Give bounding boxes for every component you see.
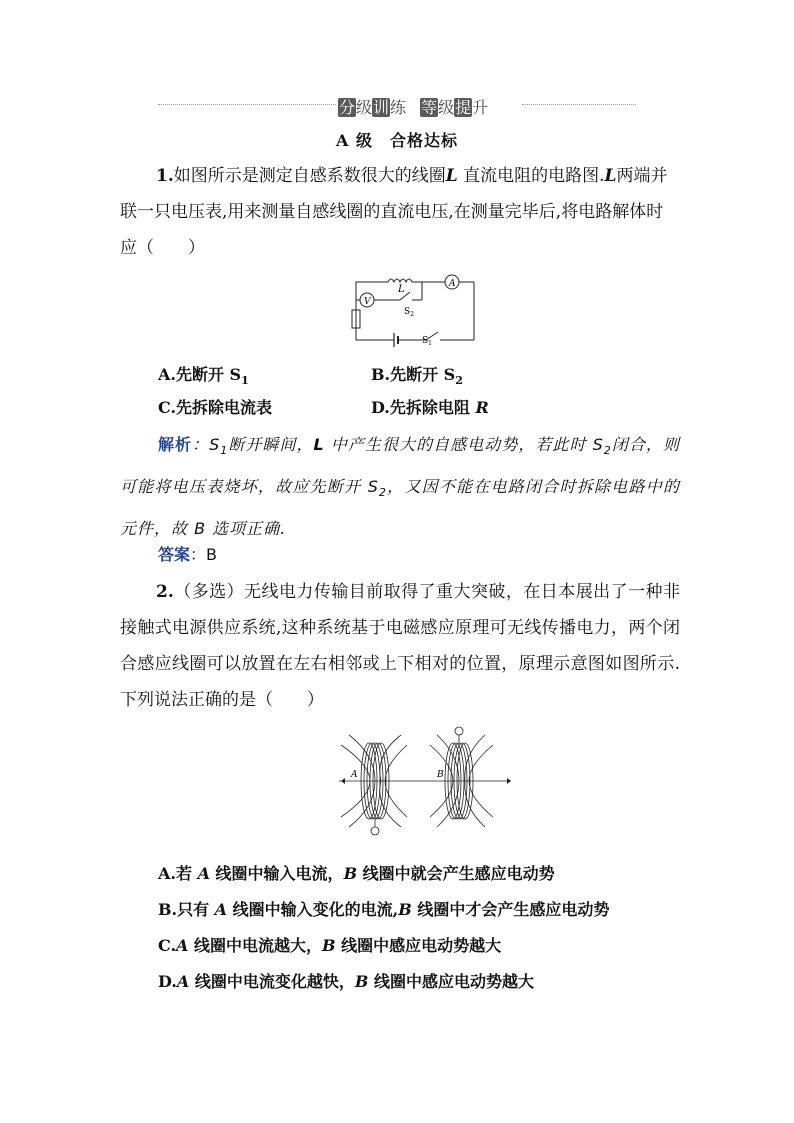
section-header	[338, 95, 488, 119]
ammeter-label: A	[449, 279, 456, 289]
option-a[interactable]: A.若 A 线圈中输入电流，B 线圈中就会产生感应电动势	[158, 864, 555, 883]
inductor-label: L	[398, 284, 405, 295]
option-c[interactable]: C.A 线圈中电流越大，B 线圈中感应电动势越大	[158, 936, 502, 955]
header-rule-right	[522, 104, 636, 105]
question-2-stem	[120, 574, 680, 718]
bulb-a-icon	[371, 827, 379, 835]
question-1-stem	[120, 158, 680, 266]
answer-1: 答案：B	[158, 545, 217, 564]
coil-b-label: B	[437, 770, 444, 780]
header-char: 提	[455, 97, 472, 117]
solution-1: 解析：$S_1$断开瞬间，L 中产生很大的自感电动势，若此时 $S_2$闭合，则可能将电压表烧坏，故应先断开 $S_2$，又因不能在电路闭合时拆除电路中的元件，故 B 选项正确.	[120, 435, 680, 539]
header-char: 分	[339, 97, 356, 117]
voltmeter-label: V	[364, 297, 371, 307]
var-L: L	[604, 166, 617, 186]
var-L: L	[445, 166, 458, 186]
q1-text-b: 直流电阻的电路图.	[457, 166, 605, 186]
header-char: 级	[356, 97, 373, 117]
question-number: 2.	[156, 582, 174, 602]
level-title: A 级 合格达标	[336, 131, 458, 150]
option-b[interactable]: B.只有 A 线圈中输入变化的电流,B 线圈中才会产生感应电动势	[158, 900, 610, 919]
field-arrow-left-icon	[341, 778, 345, 784]
option-c[interactable]: C.先拆除电流表	[158, 398, 273, 417]
q1-text-a: 如图所示是测定自感系数很大的线圈	[173, 166, 446, 186]
header-char: 级	[438, 97, 455, 117]
header-char: 训	[373, 97, 390, 117]
option-d[interactable]: D.先拆除电阻 R	[371, 398, 489, 417]
coils-diagram	[335, 723, 515, 838]
question-number: 1.	[156, 166, 174, 186]
option-b[interactable]: B.先断开 $S_2$	[371, 365, 463, 388]
solution-label: 解析	[158, 435, 193, 454]
header-char: 等	[421, 97, 438, 117]
switch-s2-label: $S_2$	[404, 307, 414, 318]
header-char: 练	[390, 97, 407, 117]
option-a[interactable]: A.先断开 $S_1$	[158, 365, 249, 388]
header-char: 升	[472, 97, 489, 117]
switch-s1-label: $S_1$	[422, 336, 432, 347]
field-arrow-right-icon	[507, 778, 511, 784]
q1-text-c: 两端并联一只电压表,用来测量自感线圈的直流电压,在测量完毕后,将电路解体时应（ ）	[120, 166, 668, 258]
circuit-diagram	[348, 270, 478, 350]
header-rule-left	[158, 104, 336, 105]
coil-a-label: A	[351, 770, 358, 780]
bulb-b-icon	[455, 727, 463, 735]
q2-text: （多选）无线电力传输目前取得了重大突破，在日本展出了一种非接触式电源供应系统,这种系统基于电磁感应原理可无线传播电力，两个闭合感应线圈可以放置在左右相邻或上下相对的位置，原理示意图如图所示.下列说法正确的是（ ）	[120, 582, 680, 710]
option-d[interactable]: D.A 线圈中电流变化越快，B 线圈中感应电动势越大	[158, 972, 534, 991]
